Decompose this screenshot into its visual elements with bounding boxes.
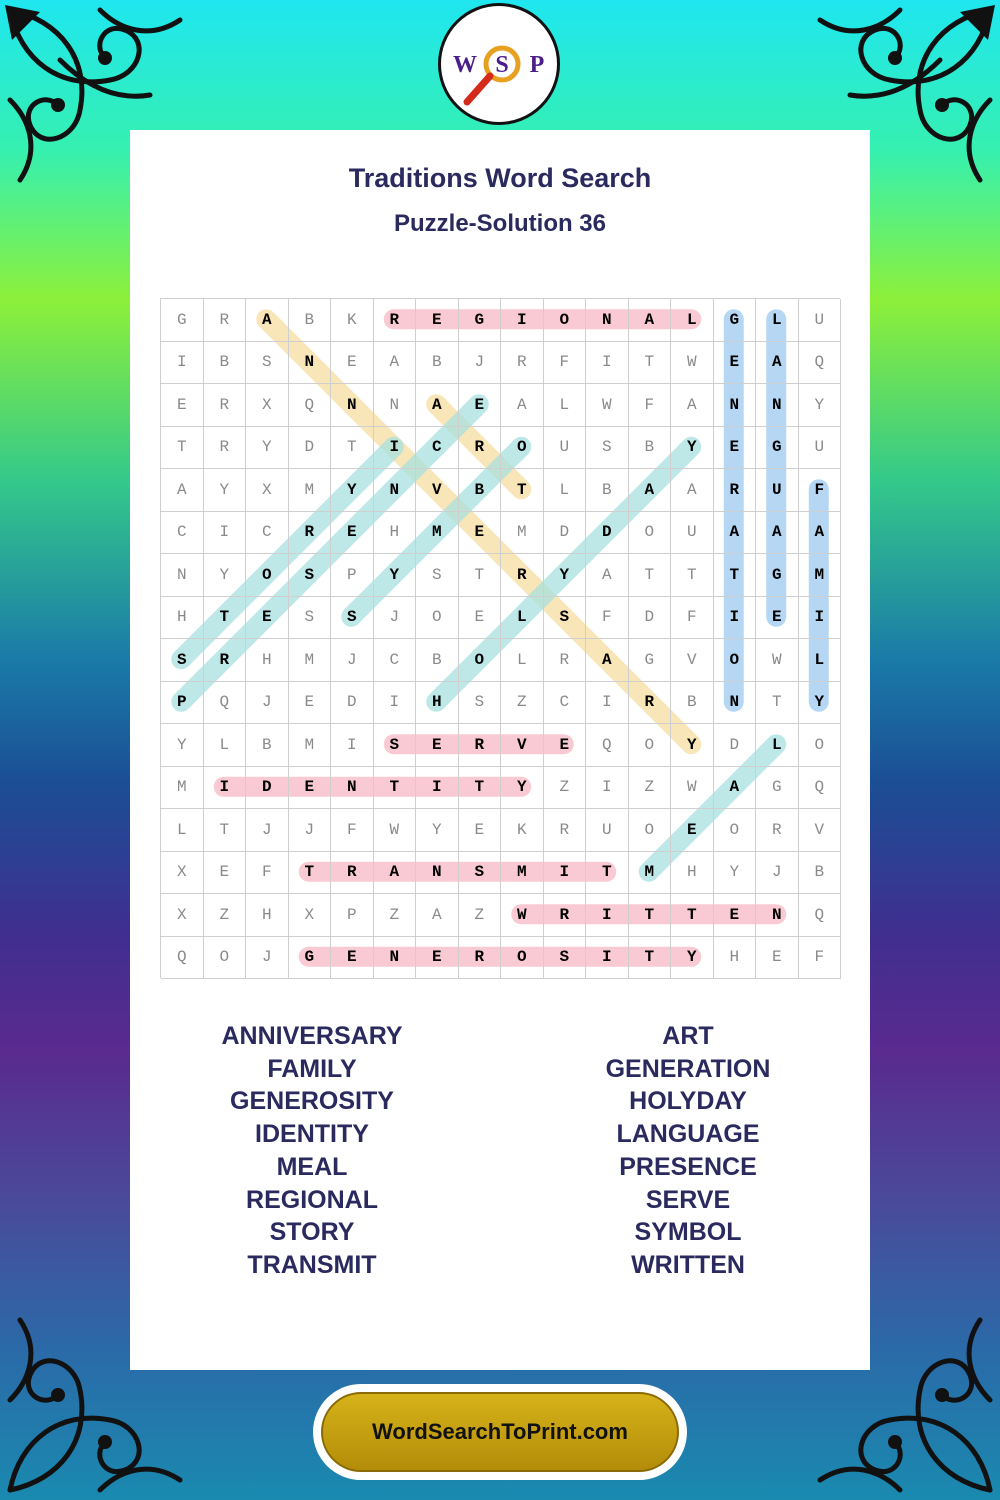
grid-cell: Y bbox=[331, 469, 374, 512]
grid-cell: O bbox=[501, 427, 544, 470]
grid-cell: V bbox=[799, 809, 842, 852]
grid-cell: R bbox=[204, 384, 247, 427]
grid-cell: D bbox=[629, 597, 672, 640]
grid-cell: O bbox=[246, 554, 289, 597]
grid-cell: L bbox=[799, 639, 842, 682]
grid-cell: A bbox=[714, 767, 757, 810]
grid-cell: I bbox=[374, 427, 417, 470]
grid-cell: U bbox=[586, 809, 629, 852]
grid-cell: I bbox=[586, 682, 629, 725]
word-list-item: TRANSMIT bbox=[247, 1250, 377, 1279]
grid-cell: E bbox=[714, 894, 757, 937]
grid-cell: A bbox=[501, 384, 544, 427]
grid-cell: Z bbox=[544, 767, 587, 810]
grid-cell: T bbox=[331, 427, 374, 470]
grid-cell: N bbox=[161, 554, 204, 597]
grid-cell: O bbox=[799, 724, 842, 767]
grid-cell: S bbox=[459, 682, 502, 725]
word-list-item: IDENTITY bbox=[255, 1120, 369, 1149]
grid-cell: C bbox=[374, 639, 417, 682]
grid-cell: B bbox=[246, 724, 289, 767]
grid-cell: G bbox=[756, 554, 799, 597]
grid-cell: I bbox=[586, 937, 629, 980]
grid-cell: Y bbox=[374, 554, 417, 597]
grid-cell: T bbox=[629, 554, 672, 597]
grid-cell: G bbox=[629, 639, 672, 682]
grid-cell: R bbox=[331, 852, 374, 895]
grid-cell: Q bbox=[799, 342, 842, 385]
grid-cell: N bbox=[289, 342, 332, 385]
grid-cell: Q bbox=[799, 894, 842, 937]
grid-cell: Y bbox=[714, 852, 757, 895]
grid-cell: E bbox=[544, 724, 587, 767]
grid-cell: W bbox=[671, 767, 714, 810]
grid-cell: H bbox=[416, 682, 459, 725]
grid-cell: O bbox=[204, 937, 247, 980]
grid-cell: A bbox=[586, 639, 629, 682]
grid-cell: H bbox=[246, 639, 289, 682]
grid-cell: B bbox=[459, 469, 502, 512]
grid-cell: C bbox=[161, 512, 204, 555]
grid-cell: M bbox=[289, 724, 332, 767]
grid-cell: R bbox=[629, 682, 672, 725]
grid-cell: N bbox=[374, 937, 417, 980]
grid-cell: E bbox=[714, 342, 757, 385]
grid-cell: E bbox=[756, 937, 799, 980]
grid-cell: J bbox=[246, 682, 289, 725]
grid-cell: R bbox=[204, 639, 247, 682]
grid-cell: P bbox=[331, 554, 374, 597]
grid-cell: D bbox=[544, 512, 587, 555]
grid-cell: T bbox=[374, 767, 417, 810]
word-list-right bbox=[538, 1020, 838, 1282]
grid-cell: L bbox=[204, 724, 247, 767]
grid-cell: W bbox=[756, 639, 799, 682]
word-list-item: GENERATION bbox=[605, 1054, 771, 1083]
grid-cell: A bbox=[756, 512, 799, 555]
grid-cell: B bbox=[416, 639, 459, 682]
grid-cell: E bbox=[671, 809, 714, 852]
word-list-item: WRITTEN bbox=[631, 1250, 745, 1279]
grid-cell: U bbox=[799, 299, 842, 342]
grid-cell: I bbox=[501, 299, 544, 342]
grid-cell: H bbox=[374, 512, 417, 555]
grid-cell: B bbox=[799, 852, 842, 895]
grid-cell: S bbox=[416, 554, 459, 597]
grid-cell: Q bbox=[289, 384, 332, 427]
grid-cell: W bbox=[374, 809, 417, 852]
grid-cell: I bbox=[586, 342, 629, 385]
grid-cell: W bbox=[501, 894, 544, 937]
grid-cell: F bbox=[331, 809, 374, 852]
grid-cell: X bbox=[161, 894, 204, 937]
grid-cell: Y bbox=[544, 554, 587, 597]
grid-cell: T bbox=[671, 554, 714, 597]
word-list-left bbox=[162, 1020, 462, 1282]
grid-cell: T bbox=[204, 809, 247, 852]
grid-cell: R bbox=[459, 427, 502, 470]
grid-cell: A bbox=[416, 894, 459, 937]
grid-cell: B bbox=[416, 342, 459, 385]
grid-cell: M bbox=[799, 554, 842, 597]
grid-cell: E bbox=[459, 512, 502, 555]
grid-cell: L bbox=[501, 639, 544, 682]
grid-cell: G bbox=[289, 937, 332, 980]
grid-cell: A bbox=[246, 299, 289, 342]
grid-cell: R bbox=[544, 639, 587, 682]
grid-cell: T bbox=[629, 937, 672, 980]
grid-cell: Y bbox=[799, 682, 842, 725]
word-list-item: ANNIVERSARY bbox=[221, 1022, 403, 1050]
grid-cell: A bbox=[161, 469, 204, 512]
grid-cell: T bbox=[459, 767, 502, 810]
grid-cell: N bbox=[374, 384, 417, 427]
grid-cell: N bbox=[331, 384, 374, 427]
grid-cell: C bbox=[416, 427, 459, 470]
grid-cell: P bbox=[331, 894, 374, 937]
grid-cell: D bbox=[586, 512, 629, 555]
grid-cell: E bbox=[756, 597, 799, 640]
grid-cell: R bbox=[289, 512, 332, 555]
grid-cell: Z bbox=[501, 682, 544, 725]
grid-cell: P bbox=[161, 682, 204, 725]
letter-grid bbox=[160, 298, 840, 978]
grid-cell: Q bbox=[586, 724, 629, 767]
grid-cell: S bbox=[246, 342, 289, 385]
logo-letter-w: W bbox=[453, 52, 477, 78]
grid-cell: Y bbox=[204, 469, 247, 512]
grid-cell: W bbox=[586, 384, 629, 427]
grid-cell: Z bbox=[459, 894, 502, 937]
grid-cell: M bbox=[501, 852, 544, 895]
grid-cell: F bbox=[586, 597, 629, 640]
grid-cell: R bbox=[501, 554, 544, 597]
page-subtitle: Puzzle-Solution 36 bbox=[393, 210, 606, 237]
grid-cell: M bbox=[289, 469, 332, 512]
grid-cell: M bbox=[416, 512, 459, 555]
grid-cell: I bbox=[799, 597, 842, 640]
grid-cell: R bbox=[544, 894, 587, 937]
grid-cell: D bbox=[331, 682, 374, 725]
grid-cell: G bbox=[756, 427, 799, 470]
word-list-item: SYMBOL bbox=[634, 1218, 742, 1247]
grid-cell: U bbox=[799, 427, 842, 470]
grid-cell: T bbox=[714, 554, 757, 597]
grid-cell: L bbox=[671, 299, 714, 342]
grid-cell: S bbox=[586, 427, 629, 470]
grid-cell: A bbox=[671, 469, 714, 512]
grid-cell: R bbox=[204, 299, 247, 342]
logo-letter-s: S bbox=[495, 52, 509, 78]
grid-cell: T bbox=[161, 427, 204, 470]
grid-cell: E bbox=[289, 682, 332, 725]
grid-cell: T bbox=[671, 894, 714, 937]
grid-cell: A bbox=[374, 342, 417, 385]
grid-cell: Z bbox=[204, 894, 247, 937]
grid-cell: T bbox=[586, 852, 629, 895]
grid-cell: T bbox=[204, 597, 247, 640]
grid-cell: I bbox=[374, 682, 417, 725]
grid-cell: M bbox=[501, 512, 544, 555]
logo-letter-p: P bbox=[529, 52, 545, 78]
grid-cell: G bbox=[459, 299, 502, 342]
grid-cell: Y bbox=[501, 767, 544, 810]
grid-cell: F bbox=[799, 469, 842, 512]
grid-cell: L bbox=[161, 809, 204, 852]
grid-cell: R bbox=[544, 809, 587, 852]
site-link[interactable]: WordSearchToPrint.com bbox=[372, 1419, 628, 1444]
grid-cell: T bbox=[756, 682, 799, 725]
grid-cell: K bbox=[331, 299, 374, 342]
grid-cell: N bbox=[331, 767, 374, 810]
grid-cell: J bbox=[246, 937, 289, 980]
site-banner-inner[interactable] bbox=[321, 1392, 679, 1472]
grid-cell: U bbox=[671, 512, 714, 555]
grid-cell: T bbox=[629, 342, 672, 385]
grid-cell: T bbox=[501, 469, 544, 512]
grid-cell: L bbox=[501, 597, 544, 640]
grid-cell: J bbox=[331, 639, 374, 682]
grid-cell: O bbox=[629, 809, 672, 852]
grid-cell: E bbox=[459, 597, 502, 640]
grid-cell: X bbox=[246, 469, 289, 512]
grid-cell: E bbox=[204, 852, 247, 895]
grid-cell: X bbox=[246, 384, 289, 427]
grid-cell: J bbox=[756, 852, 799, 895]
grid-cell: Y bbox=[416, 809, 459, 852]
grid-cell: O bbox=[544, 299, 587, 342]
grid-cell: G bbox=[161, 299, 204, 342]
grid-cell: E bbox=[161, 384, 204, 427]
grid-cell: L bbox=[544, 469, 587, 512]
grid-cell: S bbox=[374, 724, 417, 767]
grid-cell: R bbox=[459, 724, 502, 767]
grid-cell: D bbox=[714, 724, 757, 767]
grid-cell: F bbox=[544, 342, 587, 385]
grid-cell: T bbox=[629, 894, 672, 937]
grid-cell: I bbox=[331, 724, 374, 767]
grid-cell: N bbox=[756, 384, 799, 427]
grid-cell: C bbox=[544, 682, 587, 725]
grid-cell: E bbox=[714, 427, 757, 470]
grid-cell: A bbox=[629, 469, 672, 512]
word-list-item: PRESENCE bbox=[619, 1152, 757, 1181]
grid-cell: I bbox=[161, 342, 204, 385]
grid-cell: H bbox=[161, 597, 204, 640]
grid-cell: S bbox=[544, 597, 587, 640]
grid-cell: S bbox=[289, 554, 332, 597]
grid-cell: H bbox=[714, 937, 757, 980]
grid-cell: H bbox=[671, 852, 714, 895]
grid-cell: Y bbox=[799, 384, 842, 427]
word-list-item: MEAL bbox=[276, 1152, 348, 1181]
word-list-item: REGIONAL bbox=[246, 1185, 378, 1214]
grid-cell: F bbox=[629, 384, 672, 427]
grid-cell: B bbox=[204, 342, 247, 385]
word-list-item: HOLYDAY bbox=[629, 1087, 747, 1116]
grid-cell: L bbox=[756, 724, 799, 767]
grid-cell: R bbox=[756, 809, 799, 852]
grid-cell: M bbox=[629, 852, 672, 895]
grid-cell: Y bbox=[246, 427, 289, 470]
grid-cell: K bbox=[501, 809, 544, 852]
grid-cell: V bbox=[416, 469, 459, 512]
grid-cell: I bbox=[586, 894, 629, 937]
word-list-item: SERVE bbox=[645, 1185, 731, 1214]
grid-cell: E bbox=[416, 299, 459, 342]
grid-cell: S bbox=[544, 937, 587, 980]
grid-cell: Y bbox=[161, 724, 204, 767]
word-list-item: LANGUAGE bbox=[616, 1120, 760, 1149]
grid-cell: F bbox=[246, 852, 289, 895]
grid-cell: L bbox=[544, 384, 587, 427]
grid-cell: O bbox=[629, 724, 672, 767]
grid-cell: N bbox=[416, 852, 459, 895]
grid-cell: S bbox=[289, 597, 332, 640]
grid-cell: N bbox=[756, 894, 799, 937]
grid-cell: I bbox=[204, 512, 247, 555]
grid-cell: Y bbox=[671, 427, 714, 470]
grid-cell: O bbox=[459, 639, 502, 682]
grid-cell: N bbox=[714, 682, 757, 725]
grid-cell: I bbox=[204, 767, 247, 810]
grid-cell: E bbox=[331, 937, 374, 980]
grid-cell: J bbox=[246, 809, 289, 852]
word-list-item: FAMILY bbox=[267, 1054, 357, 1083]
grid-cell: X bbox=[289, 894, 332, 937]
grid-cell: E bbox=[459, 384, 502, 427]
grid-cell: O bbox=[416, 597, 459, 640]
grid-cell: I bbox=[586, 767, 629, 810]
grid-cell: E bbox=[416, 937, 459, 980]
grid-cell: N bbox=[714, 384, 757, 427]
word-list-item: ART bbox=[662, 1022, 714, 1050]
grid-cell: J bbox=[374, 597, 417, 640]
grid-cell: G bbox=[714, 299, 757, 342]
grid-cell: M bbox=[161, 767, 204, 810]
grid-cell: T bbox=[289, 852, 332, 895]
grid-cell: Y bbox=[671, 724, 714, 767]
grid-cell: R bbox=[714, 469, 757, 512]
grid-cell: X bbox=[161, 852, 204, 895]
grid-cell: S bbox=[331, 597, 374, 640]
grid-cell: E bbox=[289, 767, 332, 810]
grid-cell: R bbox=[501, 342, 544, 385]
grid-cell: O bbox=[629, 512, 672, 555]
grid-cell: A bbox=[799, 512, 842, 555]
grid-cell: C bbox=[246, 512, 289, 555]
grid-cell: A bbox=[756, 342, 799, 385]
word-list-item: STORY bbox=[269, 1218, 355, 1247]
grid-cell: D bbox=[289, 427, 332, 470]
grid-cell: F bbox=[671, 597, 714, 640]
grid-cell: B bbox=[629, 427, 672, 470]
grid-cell: A bbox=[714, 512, 757, 555]
grid-cell: B bbox=[289, 299, 332, 342]
grid-cell: A bbox=[586, 554, 629, 597]
grid-cell: O bbox=[501, 937, 544, 980]
grid-cell: Q bbox=[204, 682, 247, 725]
grid-cell: N bbox=[586, 299, 629, 342]
grid-cell: J bbox=[289, 809, 332, 852]
grid-cell: A bbox=[629, 299, 672, 342]
grid-cell: E bbox=[331, 512, 374, 555]
grid-cell: V bbox=[501, 724, 544, 767]
grid-cell: E bbox=[459, 809, 502, 852]
word-list-item: GENEROSITY bbox=[230, 1087, 394, 1116]
site-banner[interactable] bbox=[313, 1384, 687, 1480]
grid-cell: O bbox=[714, 639, 757, 682]
grid-cell: Q bbox=[161, 937, 204, 980]
grid-cell: J bbox=[459, 342, 502, 385]
grid-cell: D bbox=[246, 767, 289, 810]
grid-cell: B bbox=[586, 469, 629, 512]
grid-cell: H bbox=[246, 894, 289, 937]
grid-cell: R bbox=[459, 937, 502, 980]
grid-cell: G bbox=[756, 767, 799, 810]
grid-cell: A bbox=[416, 384, 459, 427]
grid-cell: B bbox=[671, 682, 714, 725]
grid-cell: F bbox=[799, 937, 842, 980]
grid-cell: M bbox=[289, 639, 332, 682]
grid-cell: Z bbox=[629, 767, 672, 810]
grid-cell: U bbox=[756, 469, 799, 512]
grid-cell: V bbox=[671, 639, 714, 682]
grid-cell: R bbox=[204, 427, 247, 470]
grid-cell: S bbox=[161, 639, 204, 682]
grid-cell: I bbox=[544, 852, 587, 895]
grid-cell: E bbox=[246, 597, 289, 640]
grid-cell: L bbox=[756, 299, 799, 342]
page-title: Traditions Word Search bbox=[348, 163, 652, 193]
grid-cell: A bbox=[374, 852, 417, 895]
grid-cell: Q bbox=[799, 767, 842, 810]
grid-cell: Z bbox=[374, 894, 417, 937]
grid-cell: T bbox=[459, 554, 502, 597]
grid-cell: E bbox=[331, 342, 374, 385]
grid-cell: U bbox=[544, 427, 587, 470]
grid-cell: W bbox=[671, 342, 714, 385]
grid-cell: I bbox=[416, 767, 459, 810]
grid-cell: I bbox=[714, 597, 757, 640]
grid-cell: S bbox=[459, 852, 502, 895]
grid-cell: Y bbox=[671, 937, 714, 980]
grid-cell: A bbox=[671, 384, 714, 427]
grid-cell: N bbox=[374, 469, 417, 512]
grid-cell: E bbox=[416, 724, 459, 767]
grid-cell: O bbox=[714, 809, 757, 852]
grid-cell: R bbox=[374, 299, 417, 342]
grid-cell: Y bbox=[204, 554, 247, 597]
